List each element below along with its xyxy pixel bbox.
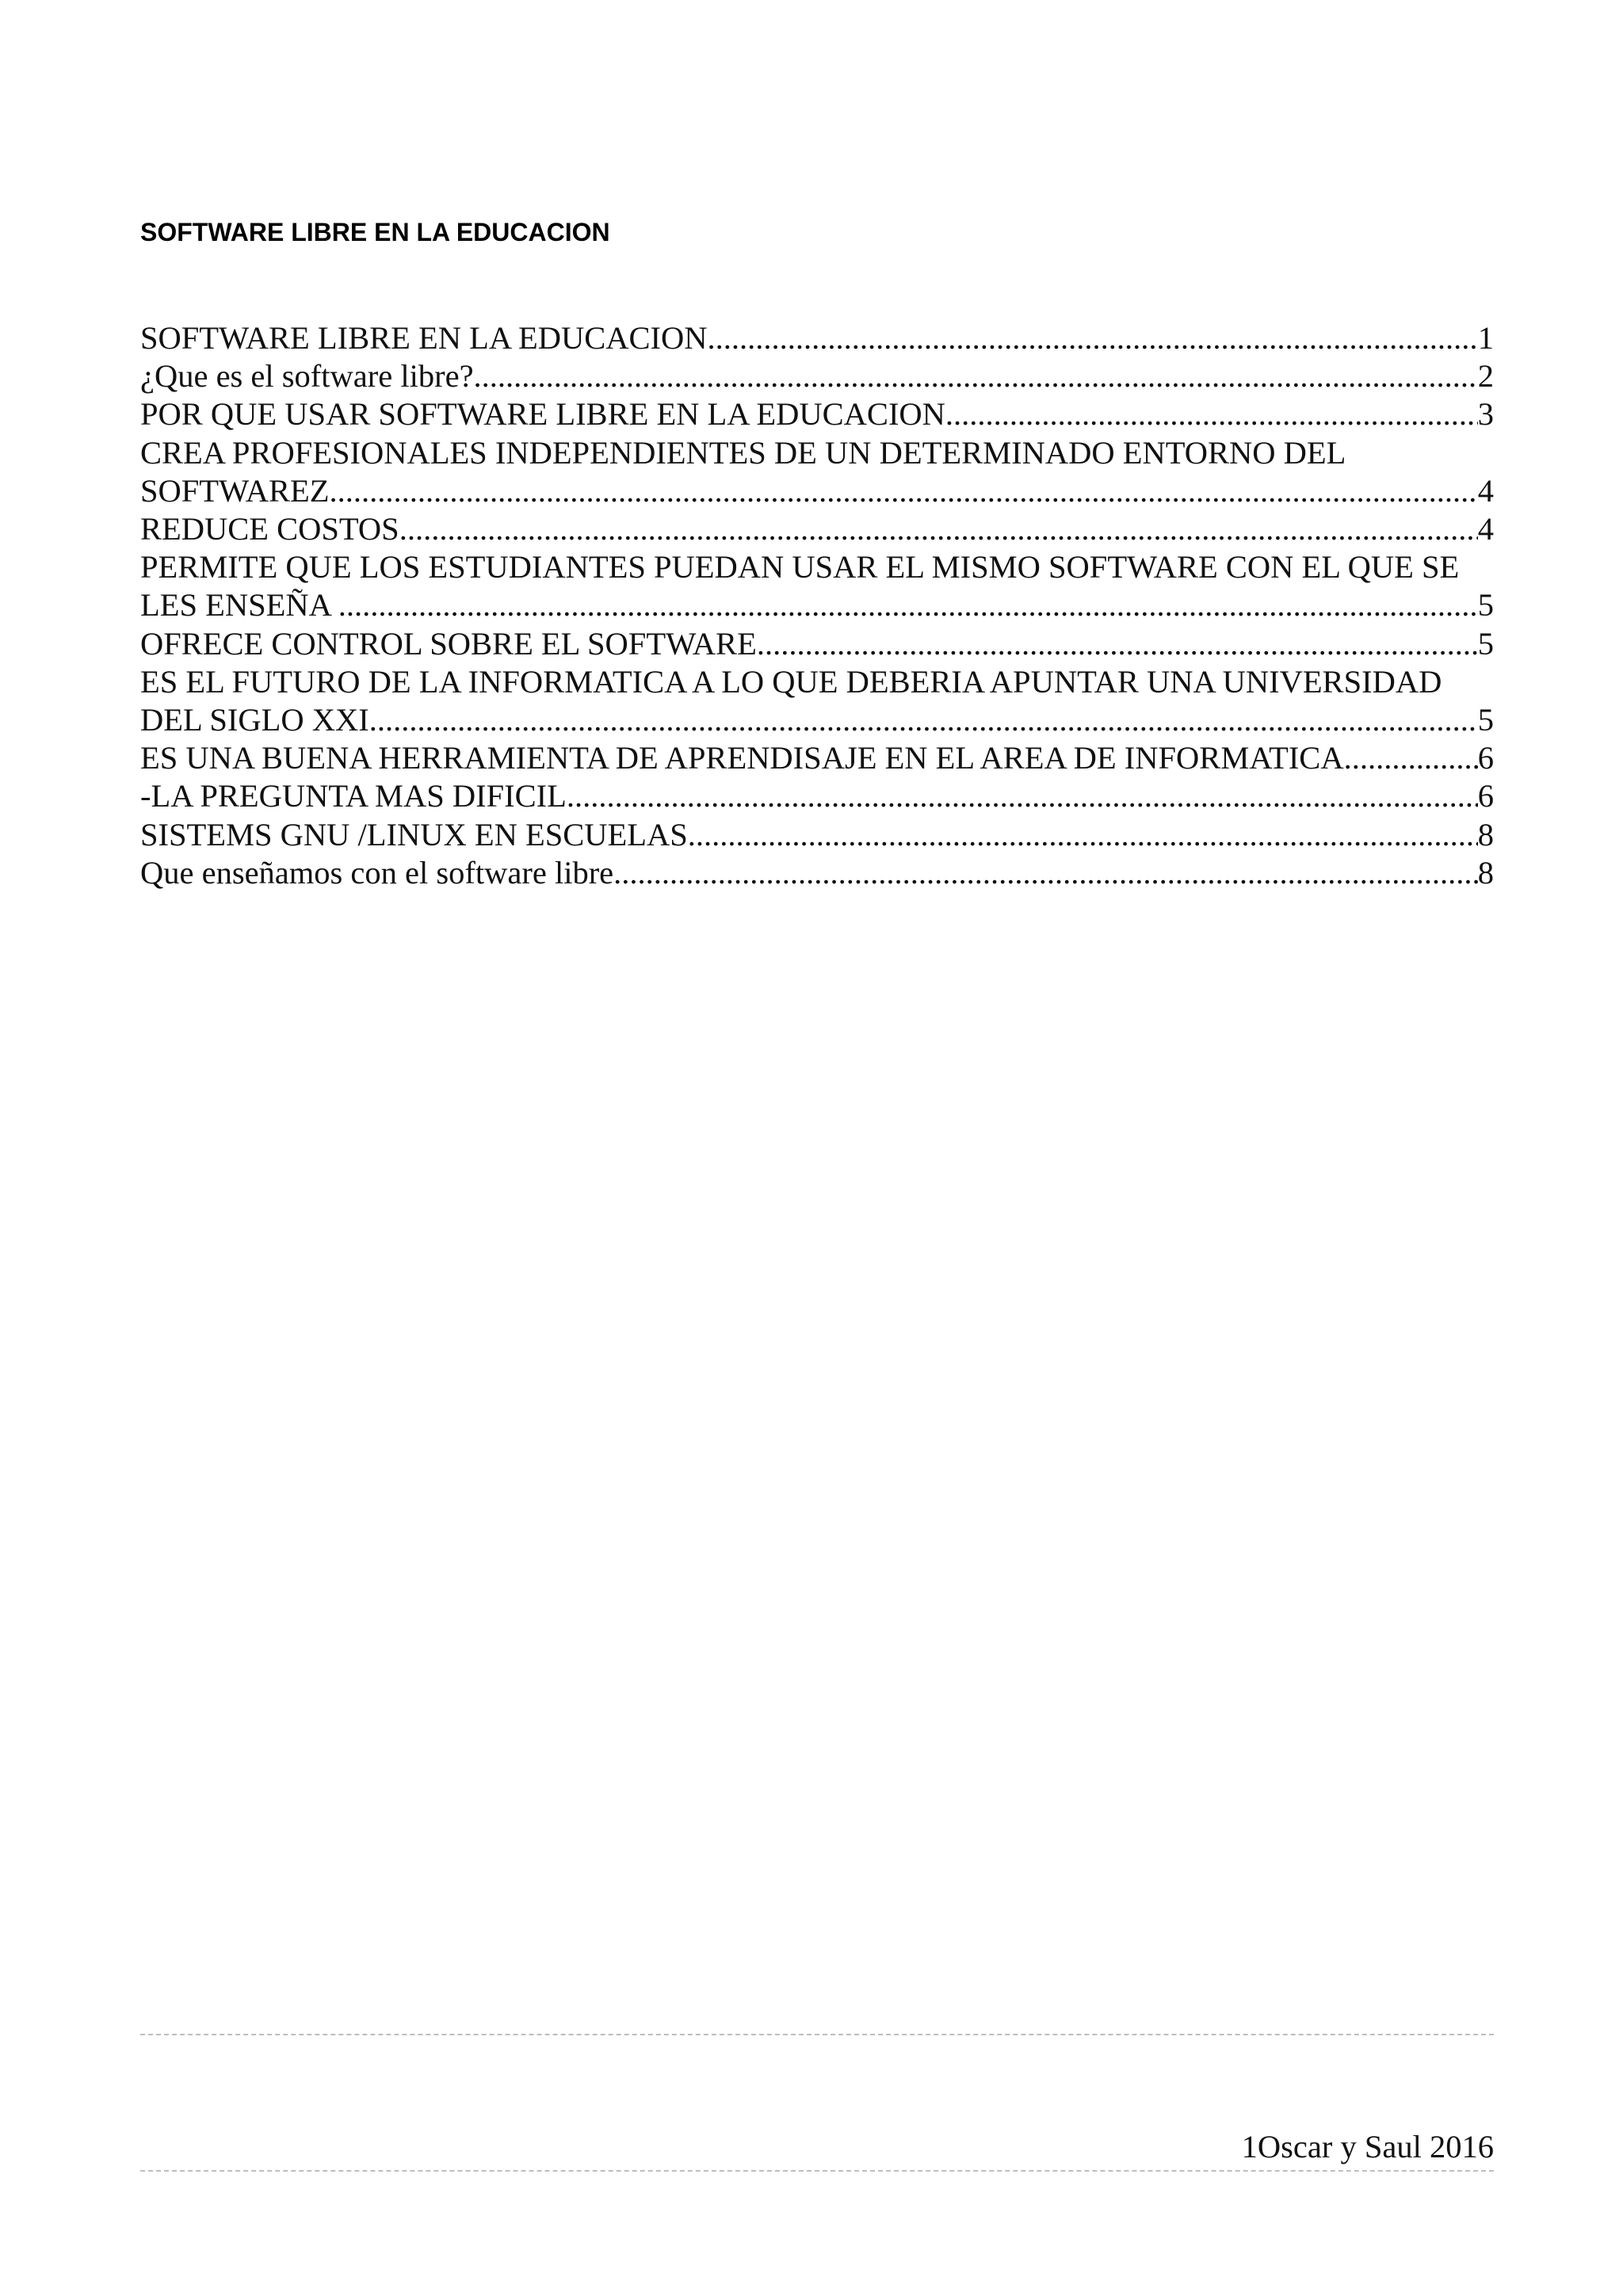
toc-entry-title: LES ENSEÑA bbox=[140, 587, 338, 624]
toc-entry-title: ¿Que es el software libre? bbox=[140, 358, 474, 395]
toc-leader-dots bbox=[567, 777, 1478, 815]
toc-entry[interactable] bbox=[140, 854, 1494, 892]
toc-leader-dots bbox=[708, 319, 1478, 357]
toc-page-number: 8 bbox=[1477, 816, 1494, 852]
toc-entry[interactable] bbox=[140, 395, 1494, 433]
toc-entry[interactable] bbox=[140, 548, 1494, 624]
toc-leader-dots bbox=[474, 357, 1478, 395]
toc-entry[interactable] bbox=[140, 510, 1494, 548]
table-of-contents bbox=[140, 319, 1494, 892]
toc-page-number: 1 bbox=[1477, 320, 1494, 356]
toc-entry-title: SOFTWARE LIBRE EN LA EDUCACION bbox=[140, 320, 708, 356]
toc-leader-dots bbox=[688, 816, 1478, 854]
toc-leader-dots bbox=[330, 472, 1478, 510]
document-heading: SOFTWARE LIBRE EN LA EDUCACION bbox=[140, 218, 610, 246]
toc-entry-title: DEL SIGLO XXI bbox=[140, 702, 369, 738]
toc-leader-dots bbox=[369, 701, 1478, 739]
toc-page-number: 4 bbox=[1477, 472, 1494, 509]
toc-entry-title-line1: ES EL FUTURO DE LA INFORMATICA A LO QUE DEBERIA APUNTAR UNA UNIVERSIDAD bbox=[140, 663, 1442, 700]
toc-leader-dots bbox=[338, 586, 1478, 624]
toc-entry[interactable] bbox=[140, 625, 1494, 663]
footer-bottom-rule bbox=[140, 2170, 1494, 2172]
footer-top-rule bbox=[140, 2034, 1494, 2035]
toc-entry[interactable] bbox=[140, 739, 1494, 777]
toc-entry[interactable] bbox=[140, 777, 1494, 815]
toc-entry-title: Que enseñamos con el software libre bbox=[140, 854, 614, 891]
toc-leader-dots bbox=[1344, 739, 1478, 777]
toc-entry-title: REDUCE COSTOS bbox=[140, 511, 399, 547]
toc-page-number: 8 bbox=[1477, 854, 1494, 891]
toc-page-number: 6 bbox=[1477, 740, 1494, 776]
toc-page-number: 6 bbox=[1477, 778, 1494, 814]
toc-entry-title: -LA PREGUNTA MAS DIFICIL bbox=[140, 778, 567, 814]
toc-leader-dots bbox=[613, 854, 1478, 892]
toc-entry-title: ES UNA BUENA HERRAMIENTA DE APRENDISAJE EN EL AREA DE INFORMATICA bbox=[140, 740, 1344, 776]
toc-entry-title: POR QUE USAR SOFTWARE LIBRE EN LA EDUCACION bbox=[140, 396, 945, 433]
toc-leader-dots bbox=[945, 395, 1478, 433]
toc-entry-title-line1: PERMITE QUE LOS ESTUDIANTES PUEDAN USAR EL MISMO SOFTWARE CON EL QUE SE bbox=[140, 549, 1460, 585]
toc-page-number: 2 bbox=[1477, 358, 1494, 395]
toc-entry[interactable] bbox=[140, 357, 1494, 395]
page-footer: 1Oscar y Saul 2016 bbox=[1241, 2129, 1494, 2164]
toc-entry[interactable] bbox=[140, 663, 1494, 739]
toc-page-number: 5 bbox=[1477, 625, 1494, 662]
toc-entry[interactable] bbox=[140, 434, 1494, 510]
toc-entry-title: SISTEMS GNU /LINUX EN ESCUELAS bbox=[140, 816, 688, 852]
toc-entry[interactable] bbox=[140, 816, 1494, 854]
toc-page-number: 3 bbox=[1477, 396, 1494, 433]
toc-page-number: 4 bbox=[1477, 511, 1494, 547]
toc-page-number: 5 bbox=[1477, 702, 1494, 738]
toc-entry-title: OFRECE CONTROL SOBRE EL SOFTWARE bbox=[140, 625, 757, 662]
toc-entry-title: SOFTWAREZ bbox=[140, 472, 330, 509]
toc-entry[interactable] bbox=[140, 319, 1494, 357]
toc-leader-dots bbox=[399, 510, 1478, 548]
toc-entry-title-line1: CREA PROFESIONALES INDEPENDIENTES DE UN DETERMINADO ENTORNO DEL bbox=[140, 434, 1346, 471]
toc-leader-dots bbox=[757, 625, 1478, 663]
toc-page-number: 5 bbox=[1477, 587, 1494, 624]
